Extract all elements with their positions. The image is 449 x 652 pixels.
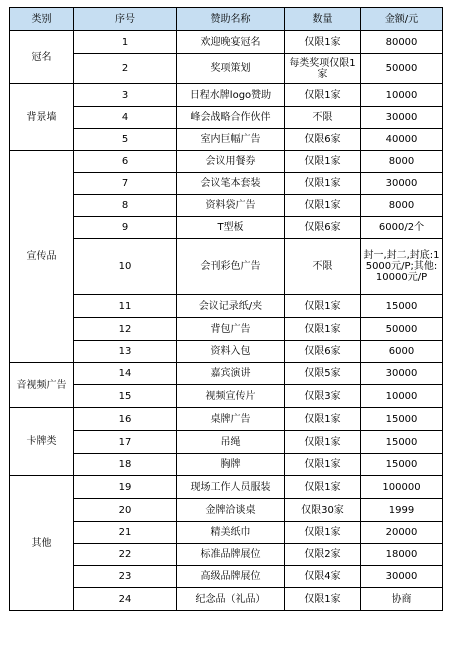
number-cell: 1 — [74, 31, 177, 54]
sponsor-name-cell: 桌牌广告 — [177, 408, 285, 431]
number-cell: 16 — [74, 408, 177, 431]
number-cell: 12 — [74, 318, 177, 341]
sponsor-name-cell: T型板 — [177, 217, 285, 239]
table-row — [10, 341, 443, 363]
category-cell: 卡牌类 — [10, 408, 74, 476]
quantity-cell: 仅限1家 — [285, 295, 361, 318]
amount-cell: 50000 — [361, 318, 443, 341]
amount-cell: 18000 — [361, 544, 443, 566]
header-amount: 金额/元 — [361, 8, 443, 31]
number-cell: 13 — [74, 341, 177, 363]
table-row — [10, 129, 443, 151]
quantity-cell: 仅限1家 — [285, 31, 361, 54]
quantity-cell: 仅限1家 — [285, 588, 361, 611]
sponsor-name-cell: 嘉宾演讲 — [177, 363, 285, 385]
sponsor-name-cell: 精美纸巾 — [177, 522, 285, 544]
table-row — [10, 318, 443, 341]
table-row — [10, 408, 443, 431]
category-cell: 冠名 — [10, 31, 74, 84]
amount-cell: 协商 — [361, 588, 443, 611]
table-row — [10, 173, 443, 195]
table-row — [10, 107, 443, 129]
amount-cell: 1999 — [361, 499, 443, 522]
amount-cell: 100000 — [361, 476, 443, 499]
quantity-cell: 仅限4家 — [285, 566, 361, 588]
amount-cell: 6000/2个 — [361, 217, 443, 239]
category-cell: 宣传品 — [10, 151, 74, 363]
number-cell: 20 — [74, 499, 177, 522]
amount-cell: 30000 — [361, 107, 443, 129]
sponsor-name-cell: 会议记录纸/夹 — [177, 295, 285, 318]
number-cell: 22 — [74, 544, 177, 566]
header-number: 序号 — [74, 8, 177, 31]
quantity-cell: 每类奖项仅限1家 — [285, 54, 361, 84]
quantity-cell: 仅限1家 — [285, 454, 361, 476]
quantity-cell: 仅限30家 — [285, 499, 361, 522]
number-cell: 10 — [74, 239, 177, 295]
amount-cell: 50000 — [361, 54, 443, 84]
amount-cell: 15000 — [361, 454, 443, 476]
number-cell: 19 — [74, 476, 177, 499]
sponsor-name-cell: 背包广告 — [177, 318, 285, 341]
table-body — [10, 31, 443, 611]
header-sponsor-name: 赞助名称 — [177, 8, 285, 31]
amount-cell: 20000 — [361, 522, 443, 544]
category-cell: 背景墙 — [10, 84, 74, 151]
quantity-cell: 仅限1家 — [285, 195, 361, 217]
quantity-cell: 仅限1家 — [285, 84, 361, 107]
number-cell: 14 — [74, 363, 177, 385]
number-cell: 7 — [74, 173, 177, 195]
number-cell: 8 — [74, 195, 177, 217]
sponsor-name-cell: 现场工作人员服装 — [177, 476, 285, 499]
number-cell: 9 — [74, 217, 177, 239]
table-row — [10, 566, 443, 588]
number-cell: 6 — [74, 151, 177, 173]
number-cell: 5 — [74, 129, 177, 151]
number-cell: 24 — [74, 588, 177, 611]
header-quantity: 数量 — [285, 8, 361, 31]
sponsor-name-cell: 日程水牌logo赞助 — [177, 84, 285, 107]
amount-cell: 6000 — [361, 341, 443, 363]
number-cell: 2 — [74, 54, 177, 84]
quantity-cell: 仅限1家 — [285, 151, 361, 173]
table-row — [10, 522, 443, 544]
sponsor-name-cell: 标准品牌展位 — [177, 544, 285, 566]
amount-cell: 15000 — [361, 431, 443, 454]
sponsor-name-cell: 金牌洽谈桌 — [177, 499, 285, 522]
sponsor-name-cell: 吊绳 — [177, 431, 285, 454]
sponsor-name-cell: 奖项策划 — [177, 54, 285, 84]
table-row — [10, 31, 443, 54]
sponsor-name-cell: 会议笔本套装 — [177, 173, 285, 195]
category-cell: 音视频广告 — [10, 363, 74, 408]
quantity-cell: 仅限1家 — [285, 408, 361, 431]
number-cell: 15 — [74, 385, 177, 408]
table-row — [10, 363, 443, 385]
table-row — [10, 385, 443, 408]
sponsorship-table — [9, 7, 443, 611]
table-row — [10, 588, 443, 611]
amount-cell: 10000 — [361, 385, 443, 408]
table-row — [10, 151, 443, 173]
sponsor-name-cell: 资料袋广告 — [177, 195, 285, 217]
quantity-cell: 仅限2家 — [285, 544, 361, 566]
quantity-cell: 不限 — [285, 239, 361, 295]
table-row — [10, 544, 443, 566]
table-row — [10, 54, 443, 84]
amount-cell: 30000 — [361, 173, 443, 195]
amount-cell: 30000 — [361, 566, 443, 588]
header-category: 类别 — [10, 8, 74, 31]
amount-cell: 8000 — [361, 195, 443, 217]
category-cell: 其他 — [10, 476, 74, 611]
sponsor-name-cell: 会议用餐券 — [177, 151, 285, 173]
quantity-cell: 仅限1家 — [285, 476, 361, 499]
quantity-cell: 仅限6家 — [285, 129, 361, 151]
quantity-cell: 仅限1家 — [285, 318, 361, 341]
sponsor-name-cell: 资料入包 — [177, 341, 285, 363]
number-cell: 21 — [74, 522, 177, 544]
table-row — [10, 431, 443, 454]
quantity-cell: 仅限6家 — [285, 217, 361, 239]
amount-cell: 8000 — [361, 151, 443, 173]
sponsor-name-cell: 纪念品（礼品） — [177, 588, 285, 611]
number-cell: 18 — [74, 454, 177, 476]
quantity-cell: 仅限5家 — [285, 363, 361, 385]
quantity-cell: 仅限6家 — [285, 341, 361, 363]
quantity-cell: 仅限1家 — [285, 522, 361, 544]
amount-cell: 15000 — [361, 408, 443, 431]
table-row — [10, 239, 443, 295]
sponsor-name-cell: 视频宣传片 — [177, 385, 285, 408]
sponsor-name-cell: 峰会战略合作伙伴 — [177, 107, 285, 129]
sponsor-name-cell: 高级品牌展位 — [177, 566, 285, 588]
number-cell: 3 — [74, 84, 177, 107]
quantity-cell: 不限 — [285, 107, 361, 129]
amount-cell: 15000 — [361, 295, 443, 318]
quantity-cell: 仅限3家 — [285, 385, 361, 408]
number-cell: 11 — [74, 295, 177, 318]
table-row — [10, 217, 443, 239]
table-row — [10, 499, 443, 522]
sponsor-name-cell: 会刊彩色广告 — [177, 239, 285, 295]
table-row — [10, 84, 443, 107]
amount-cell: 40000 — [361, 129, 443, 151]
amount-cell: 封一,封二,封底:15000元/P;其他: 10000元/P — [361, 239, 443, 295]
table-header-row — [10, 8, 443, 31]
table-row — [10, 454, 443, 476]
table-row — [10, 476, 443, 499]
number-cell: 17 — [74, 431, 177, 454]
quantity-cell: 仅限1家 — [285, 431, 361, 454]
amount-cell: 10000 — [361, 84, 443, 107]
sponsor-name-cell: 胸牌 — [177, 454, 285, 476]
table-row — [10, 195, 443, 217]
amount-cell: 80000 — [361, 31, 443, 54]
number-cell: 4 — [74, 107, 177, 129]
sponsor-name-cell: 欢迎晚宴冠名 — [177, 31, 285, 54]
quantity-cell: 仅限1家 — [285, 173, 361, 195]
amount-cell: 30000 — [361, 363, 443, 385]
table-row — [10, 295, 443, 318]
sponsor-name-cell: 室内巨幅广告 — [177, 129, 285, 151]
number-cell: 23 — [74, 566, 177, 588]
